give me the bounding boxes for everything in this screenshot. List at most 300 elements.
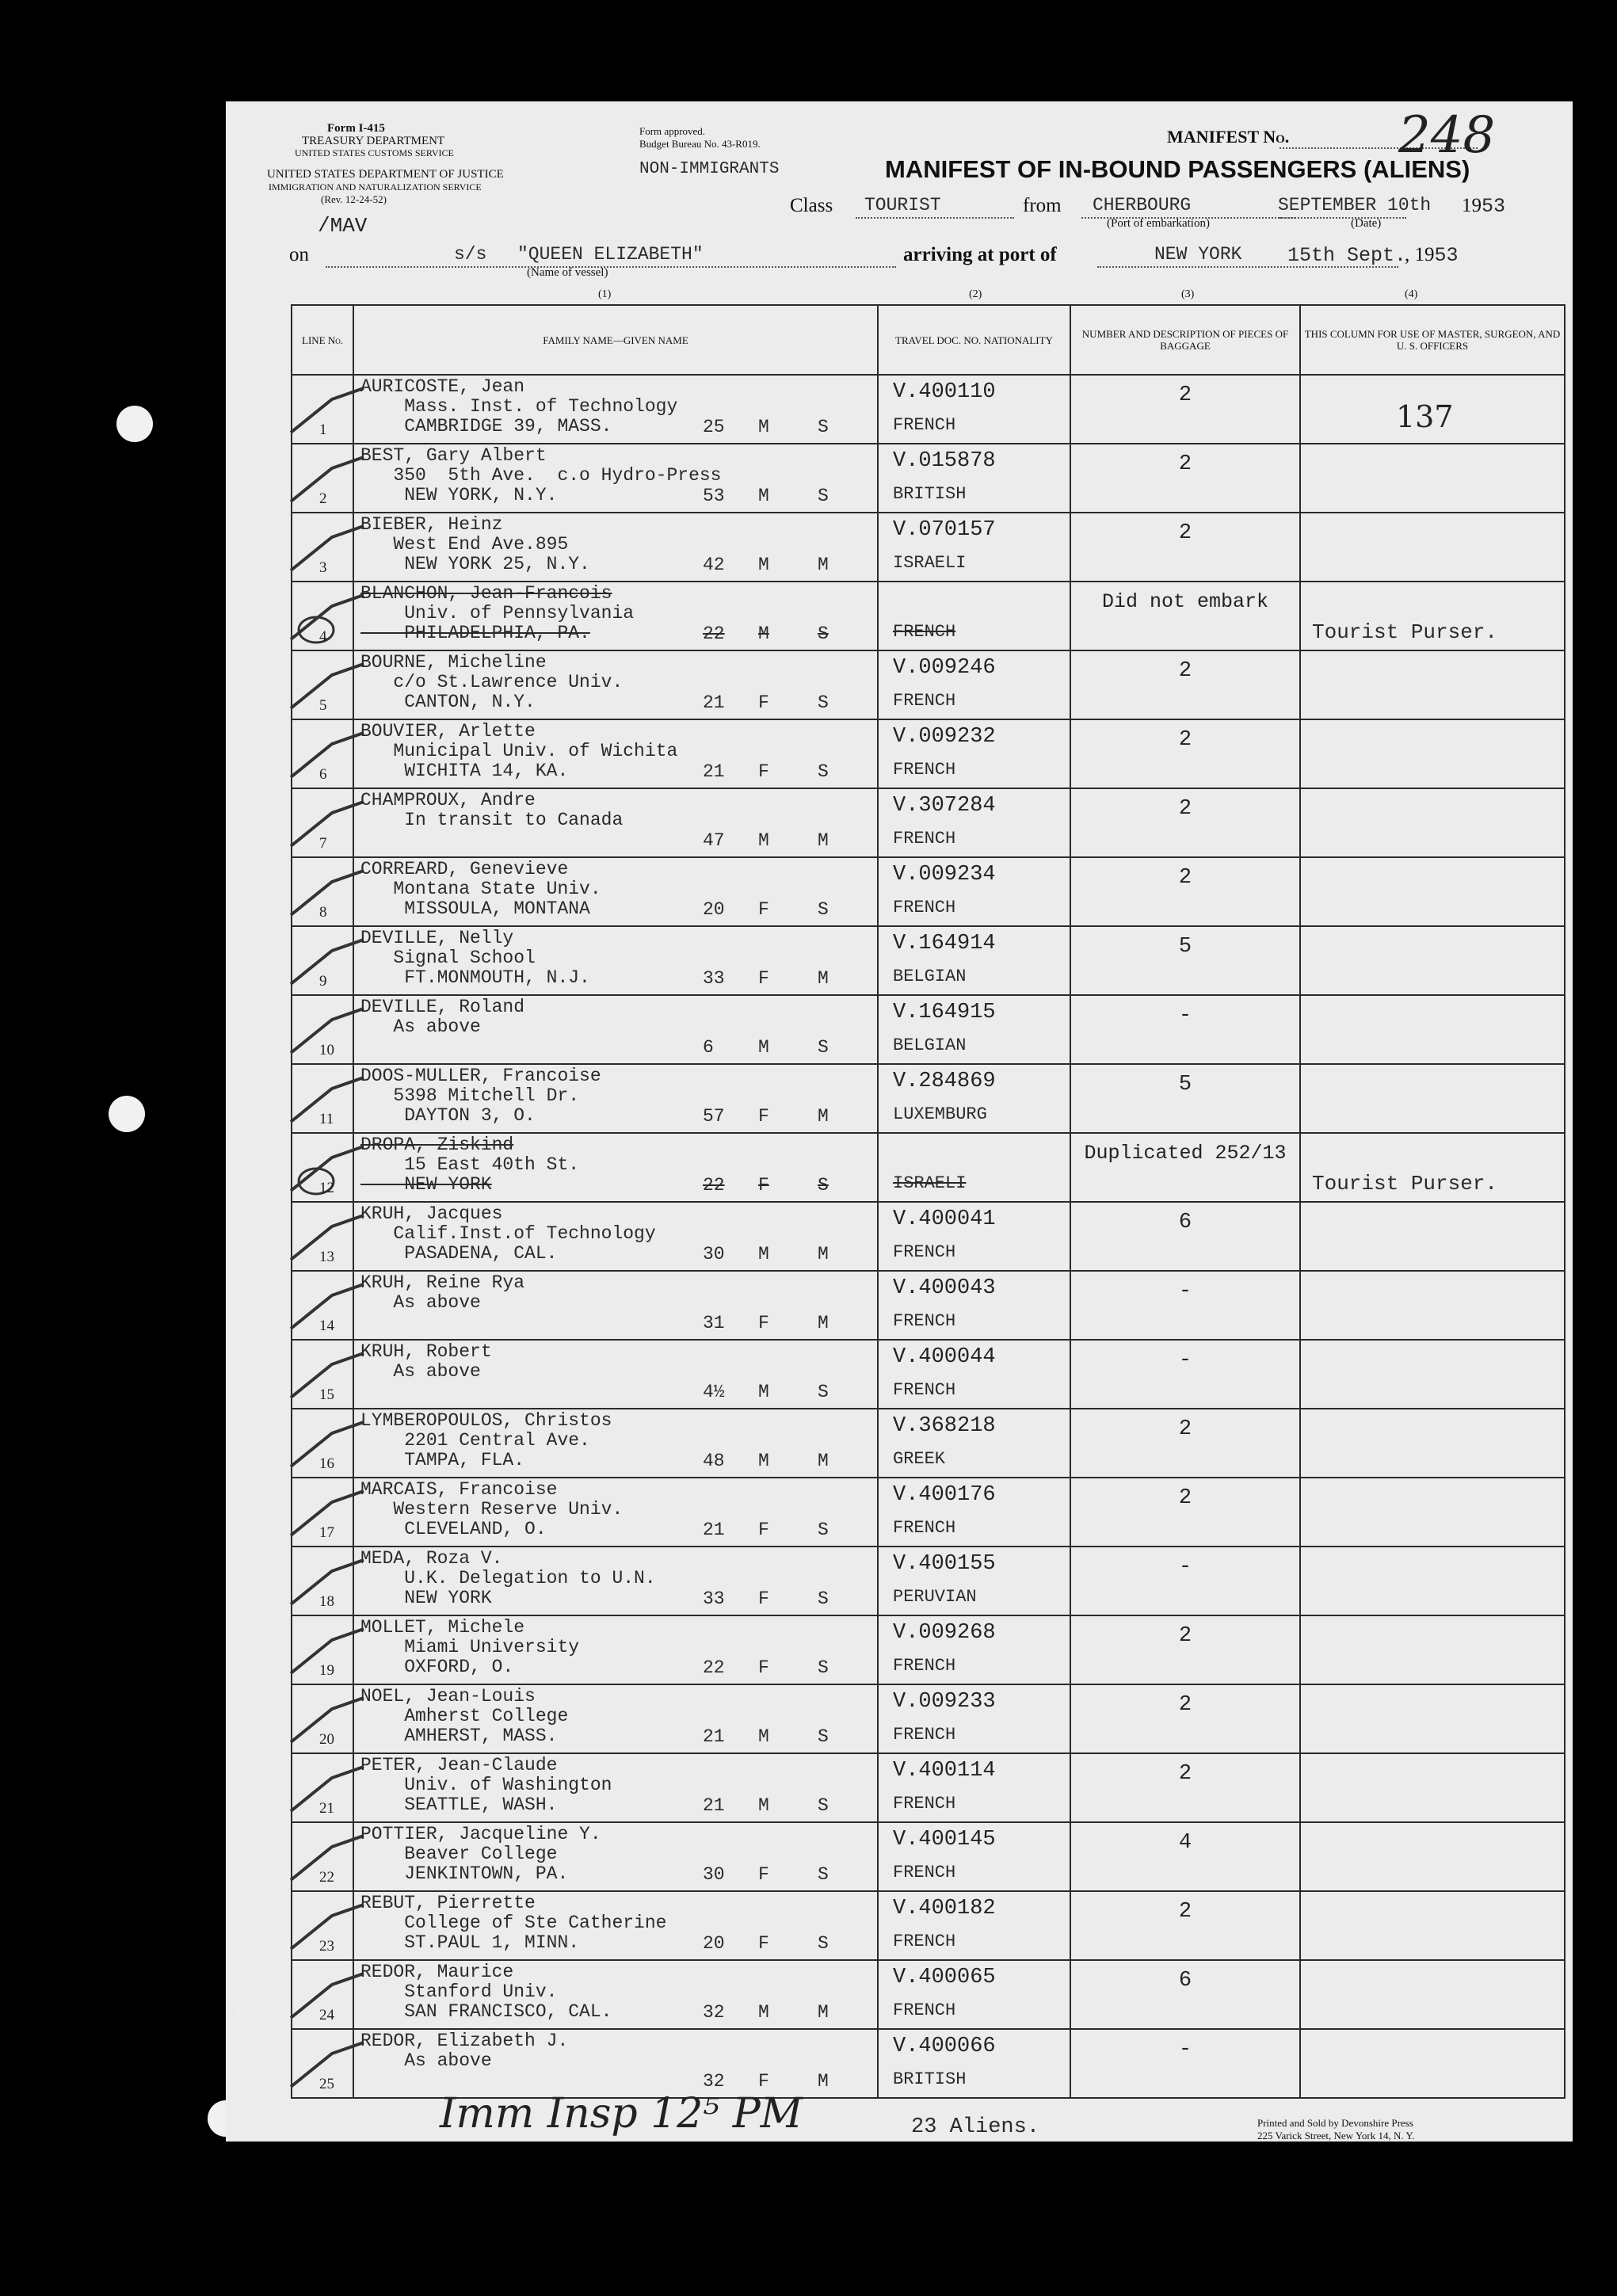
name-cell: [353, 788, 878, 857]
address-line-1: Univ. of Washington: [360, 1775, 612, 1795]
baggage-count: 5: [1178, 1073, 1192, 1097]
address-line-2: NEW YORK, N.Y.: [360, 485, 558, 505]
address-line-1: Stanford Univ.: [360, 1981, 558, 2002]
vessel-prefix: s/s: [454, 244, 487, 265]
passenger-name: CORREARD, Genevieve: [360, 859, 569, 879]
baggage-cell: [1070, 1891, 1300, 1960]
doc-cell: [878, 1753, 1070, 1822]
address-line-1: 350 5th Ave. c.o Hydro-Press: [360, 465, 722, 486]
officer-note: Tourist Purser.: [1312, 1172, 1498, 1196]
marital-status: M: [818, 968, 829, 989]
address-line-2: DAYTON 3, O.: [360, 1105, 536, 1126]
nationality: FRENCH: [893, 1656, 956, 1676]
name-cell: [353, 650, 878, 719]
officer-cell: [1300, 2029, 1565, 2098]
line-cell: [292, 2029, 353, 2098]
marital-status: S: [818, 1726, 829, 1747]
table-row: [292, 1822, 1565, 1891]
sex: M: [758, 1037, 769, 1058]
officer-cell: [1300, 995, 1565, 1064]
baggage-count: 4: [1178, 1831, 1192, 1855]
table-row: [292, 1064, 1565, 1133]
name-cell: [353, 582, 878, 650]
port-of-embarkation: CHERBOURG: [1093, 195, 1192, 215]
doc-cell: [878, 1202, 1070, 1271]
officer-cell: [1300, 1822, 1565, 1891]
marital-status: S: [818, 486, 829, 506]
line-number: 12: [319, 1180, 334, 1196]
marital-status: M: [818, 2002, 829, 2023]
address-line-1: In transit to Canada: [360, 810, 624, 830]
address-line-2: NEW YORK 25, N.Y.: [360, 554, 590, 574]
table-row: [292, 1684, 1565, 1753]
baggage-count: 2: [1178, 521, 1192, 545]
nationality: BELGIAN: [893, 1035, 967, 1055]
address-line-1: College of Ste Catherine: [360, 1913, 667, 1933]
address-line-2: CAMBRIDGE 39, MASS.: [360, 416, 612, 437]
address-line-2: MISSOULA, MONTANA: [360, 898, 590, 919]
passenger-name: BIEBER, Heinz: [360, 514, 503, 535]
address-line-2: SEATTLE, WASH.: [360, 1794, 558, 1815]
line-number: 16: [319, 1455, 334, 1472]
form-approved: Form approved.: [639, 125, 706, 137]
passenger-name: NOEL, Jean-Louis: [360, 1686, 536, 1707]
address-line-1: 15 East 40th St.: [360, 1154, 580, 1175]
class-label: Class: [790, 195, 833, 216]
line-cell: [292, 1133, 353, 1202]
baggage-count: 2: [1178, 797, 1192, 821]
age: 21: [703, 1726, 725, 1747]
travel-doc-number: V.400110: [893, 380, 996, 404]
nationality: FRENCH: [893, 415, 956, 435]
baggage-count: 6: [1178, 1211, 1192, 1234]
address-line-1: Miami University: [360, 1637, 580, 1657]
nationality: FRENCH: [893, 829, 956, 849]
line-number: 3: [319, 559, 327, 576]
marital-status: M: [818, 830, 829, 851]
nationality: FRENCH: [893, 2000, 956, 2020]
line-cell: [292, 857, 353, 926]
baggage-count: 2: [1178, 1417, 1192, 1441]
footer-handwriting: Imm Insp 12⁵ PM: [440, 2090, 803, 2138]
manifest-title: MANIFEST OF IN-BOUND PASSENGERS (ALIENS): [885, 155, 1470, 183]
address-line-1: As above: [360, 1016, 481, 1037]
name-cell: [353, 1478, 878, 1547]
col-num-1: (1): [598, 288, 612, 300]
marital-status: M: [818, 1313, 829, 1333]
doc-cell: [878, 650, 1070, 719]
sex: F: [758, 1589, 769, 1609]
printer-line-2: 225 Varick Street, New York 14, N. Y.: [1257, 2130, 1415, 2142]
nationality: BRITISH: [893, 2069, 967, 2089]
name-cell: [353, 444, 878, 513]
line-cell: [292, 788, 353, 857]
passenger-name: AURICOSTE, Jean: [360, 376, 525, 397]
sex: F: [758, 1106, 769, 1127]
name-cell: [353, 1753, 878, 1822]
name-cell: [353, 1133, 878, 1202]
nationality: LUXEMBURG: [893, 1104, 987, 1124]
address-line-1: Beaver College: [360, 1844, 558, 1864]
table-row: [292, 513, 1565, 582]
age: 20: [703, 1933, 725, 1954]
baggage-cell: [1070, 1684, 1300, 1753]
nationality: FRENCH: [893, 1311, 956, 1331]
passenger-name: BOUVIER, Arlette: [360, 721, 536, 742]
name-cell: [353, 1064, 878, 1133]
officer-cell: [1300, 1960, 1565, 2029]
travel-doc-number: V.284869: [893, 1070, 996, 1093]
age: 4½: [703, 1382, 725, 1402]
officer-cell: [1300, 650, 1565, 719]
travel-doc-number: V.400041: [893, 1207, 996, 1231]
arrival-year: [1405, 244, 1459, 267]
officer-cell: [1300, 1547, 1565, 1615]
baggage-count: 5: [1178, 935, 1192, 959]
sex: F: [758, 1520, 769, 1540]
doc-cell: [878, 1891, 1070, 1960]
passenger-name: DROPA, Ziskind: [360, 1135, 514, 1155]
baggage-cell: [1070, 582, 1300, 650]
marital-status: S: [818, 692, 829, 713]
officer-cell: [1300, 1615, 1565, 1684]
baggage-cell: [1070, 1547, 1300, 1615]
baggage-count: -: [1178, 1004, 1192, 1028]
doc-cell: [878, 995, 1070, 1064]
line-number: 20: [319, 1731, 334, 1748]
age: 20: [703, 899, 725, 920]
table-row: [292, 1271, 1565, 1340]
age: 42: [703, 555, 725, 575]
line-cell: [292, 1753, 353, 1822]
on-label: on: [289, 244, 309, 265]
age: 21: [703, 761, 725, 782]
date-label: (Date): [1351, 217, 1382, 230]
doc-cell: [878, 582, 1070, 650]
table-row: [292, 444, 1565, 513]
officer-cell: [1300, 719, 1565, 788]
line-number: 23: [319, 1938, 334, 1955]
arrival-date: 15th Sept.: [1287, 244, 1407, 267]
address-line-1: West End Ave.895: [360, 534, 569, 555]
alien-total: 23 Aliens.: [911, 2115, 1040, 2139]
marital-status: S: [818, 1933, 829, 1954]
line-cell: [292, 1822, 353, 1891]
punch-hole: [109, 1096, 145, 1132]
travel-doc-number: V.009234: [893, 863, 996, 887]
passenger-name: DEVILLE, Nelly: [360, 928, 514, 948]
line-number: 19: [319, 1662, 334, 1679]
name-cell: [353, 513, 878, 582]
sex: F: [758, 1933, 769, 1954]
arrival-port: NEW YORK: [1154, 244, 1242, 265]
nationality: FRENCH: [893, 691, 956, 711]
doc-cell: [878, 1684, 1070, 1753]
address-line-2: TAMPA, FLA.: [360, 1450, 525, 1470]
baggage-cell: [1070, 1478, 1300, 1547]
line-number: 8: [319, 904, 327, 921]
manifest-page: [226, 101, 1573, 2142]
header-officers: THIS COLUMN FOR USE OF MASTER, SURGEON, AND U. S. OFFICERS: [1300, 305, 1565, 375]
baggage-cell: [1070, 1409, 1300, 1478]
address-line-1: 2201 Central Ave.: [360, 1430, 590, 1451]
address-line-2: NEW YORK: [360, 1174, 492, 1195]
baggage-count: 2: [1178, 1486, 1192, 1510]
age: 53: [703, 486, 725, 506]
table-row: [292, 1547, 1565, 1615]
marital-status: S: [818, 1175, 829, 1196]
address-line-1: Western Reserve Univ.: [360, 1499, 624, 1520]
passenger-name: BEST, Gary Albert: [360, 445, 547, 466]
revision: (Rev. 12-24-52): [321, 193, 387, 205]
travel-doc-number: V.400145: [893, 1828, 996, 1852]
address-line-2: NEW YORK: [360, 1588, 492, 1608]
doc-cell: [878, 1822, 1070, 1891]
baggage-cell: [1070, 1271, 1300, 1340]
officer-cell: [1300, 788, 1565, 857]
sex: M: [758, 2002, 769, 2023]
age: 33: [703, 968, 725, 989]
sex: F: [758, 968, 769, 989]
marital-status: S: [818, 899, 829, 920]
doc-cell: [878, 1409, 1070, 1478]
class-line: [856, 217, 1014, 219]
marital-status: S: [818, 761, 829, 782]
age: 32: [703, 2002, 725, 2023]
address-line-1: As above: [360, 1292, 481, 1313]
baggage-cell: [1070, 375, 1300, 444]
line-number: 13: [319, 1249, 334, 1265]
line-number: 14: [319, 1318, 334, 1334]
table-row: [292, 375, 1565, 444]
nationality: FRENCH: [893, 1242, 956, 1262]
passenger-name: BOURNE, Micheline: [360, 652, 547, 673]
marital-status: S: [818, 624, 829, 644]
line-number: 11: [319, 1111, 334, 1127]
manifest-label: MANIFEST No.: [1167, 127, 1290, 147]
travel-doc-number: V.400176: [893, 1483, 996, 1507]
marital-status: M: [818, 1244, 829, 1264]
passenger-name: KRUH, Jacques: [360, 1203, 503, 1224]
travel-doc-number: V.400182: [893, 1897, 996, 1920]
line-number: 17: [319, 1524, 334, 1541]
marital-status: M: [818, 1106, 829, 1127]
officer-cell: [1300, 1753, 1565, 1822]
passenger-table: [291, 304, 1566, 2099]
name-cell: [353, 995, 878, 1064]
travel-doc-number: V.400066: [893, 2035, 996, 2058]
manifest-number: 248: [1398, 106, 1496, 165]
marital-status: S: [818, 1382, 829, 1402]
table-row: [292, 1133, 1565, 1202]
baggage-cell: [1070, 1340, 1300, 1409]
line-number: 21: [319, 1800, 334, 1817]
name-cell: [353, 719, 878, 788]
baggage-count: 2: [1178, 1762, 1192, 1786]
name-cell: [353, 1960, 878, 2029]
officer-cell: [1300, 444, 1565, 513]
line-cell: [292, 1409, 353, 1478]
age: 21: [703, 1795, 725, 1816]
address-line-1: Montana State Univ.: [360, 879, 601, 899]
officer-cell: [1300, 857, 1565, 926]
header-name: FAMILY NAME—GIVEN NAME: [353, 305, 878, 375]
baggage-count: -: [1178, 2038, 1192, 2061]
vessel-label: (Name of vessel): [527, 266, 608, 279]
nationality: FRENCH: [893, 622, 956, 642]
header-line-no: LINE No.: [292, 305, 353, 375]
doc-cell: [878, 1064, 1070, 1133]
officer-note: Tourist Purser.: [1312, 620, 1498, 644]
sex: M: [758, 1726, 769, 1747]
line-number: 6: [319, 766, 327, 783]
line-number: 5: [319, 697, 327, 714]
date-line: [1279, 217, 1406, 219]
address-line-1: 5398 Mitchell Dr.: [360, 1085, 580, 1106]
nationality: GREEK: [893, 1449, 946, 1469]
sex: M: [758, 417, 769, 437]
nationality: PERUVIAN: [893, 1587, 977, 1607]
name-cell: [353, 1271, 878, 1340]
name-cell: [353, 2029, 878, 2098]
age: 57: [703, 1106, 725, 1127]
name-cell: [353, 1822, 878, 1891]
doc-cell: [878, 375, 1070, 444]
sex: M: [758, 1244, 769, 1264]
punch-hole: [116, 406, 153, 442]
baggage-cell: [1070, 444, 1300, 513]
line-cell: [292, 1615, 353, 1684]
address-line-1: Municipal Univ. of Wichita: [360, 741, 678, 761]
baggage-cell: [1070, 788, 1300, 857]
baggage-count: -: [1178, 1555, 1192, 1579]
line-cell: [292, 650, 353, 719]
treasury-department: TREASURY DEPARTMENT: [302, 135, 445, 147]
line-cell: [292, 513, 353, 582]
table-row: [292, 650, 1565, 719]
officer-cell: [1300, 1133, 1565, 1202]
line-number: 1: [319, 421, 327, 438]
address-line-2: WICHITA 14, KA.: [360, 761, 569, 781]
baggage-cell: [1070, 1202, 1300, 1271]
margin-mark: SA: [235, 2000, 277, 2035]
line-cell: [292, 1547, 353, 1615]
line-cell: [292, 582, 353, 650]
age: 25: [703, 417, 725, 437]
nationality: ISRAELI: [893, 553, 967, 573]
baggage-cell: [1070, 926, 1300, 995]
arr-year: 53: [1434, 244, 1459, 267]
marital-status: M: [818, 2071, 829, 2092]
age: 30: [703, 1244, 725, 1264]
table-row: [292, 1891, 1565, 1960]
line-cell: [292, 1271, 353, 1340]
officer-cell: [1300, 1202, 1565, 1271]
passenger-name: LYMBEROPOULOS, Christos: [360, 1410, 612, 1431]
baggage-cell: [1070, 1133, 1300, 1202]
baggage-cell: [1070, 1615, 1300, 1684]
address-line-1: As above: [360, 1361, 481, 1382]
marital-status: M: [818, 1451, 829, 1471]
doc-cell: [878, 1340, 1070, 1409]
line-number: 25: [319, 2076, 334, 2092]
travel-doc-number: V.015878: [893, 449, 996, 473]
age: 30: [703, 1864, 725, 1885]
marital-status: S: [818, 1864, 829, 1885]
baggage-count: 6: [1178, 1969, 1192, 1993]
name-cell: [353, 857, 878, 926]
table-row: [292, 857, 1565, 926]
travel-doc-number: V.400114: [893, 1759, 996, 1783]
address-line-1: As above: [360, 2050, 492, 2071]
departure-date: SEPTEMBER 10th: [1278, 195, 1432, 215]
sex: M: [758, 1795, 769, 1816]
address-line-2: CANTON, N.Y.: [360, 692, 536, 712]
nationality: FRENCH: [893, 1863, 956, 1882]
doc-cell: [878, 1960, 1070, 2029]
officer-cell: [1300, 513, 1565, 582]
age: 48: [703, 1451, 725, 1471]
baggage-cell: [1070, 1753, 1300, 1822]
baggage-count: 2: [1178, 728, 1192, 752]
col-num-3: (3): [1181, 288, 1195, 300]
doc-cell: [878, 926, 1070, 995]
table-row: [292, 995, 1565, 1064]
baggage-count: 2: [1178, 659, 1192, 683]
line-cell: [292, 1202, 353, 1271]
line-number: 24: [319, 2007, 334, 2023]
ins-service: IMMIGRATION AND NATURALIZATION SERVICE: [269, 181, 482, 193]
table-row: [292, 1478, 1565, 1547]
nationality: FRENCH: [893, 1380, 956, 1400]
table-row: [292, 582, 1565, 650]
passenger-name: PETER, Jean-Claude: [360, 1755, 558, 1775]
sex: F: [758, 1175, 769, 1196]
header-travel-doc: TRAVEL DOC. NO. NATIONALITY: [878, 305, 1070, 375]
travel-doc-number: V.009268: [893, 1621, 996, 1645]
customs-service: UNITED STATES CUSTOMS SERVICE: [295, 147, 454, 158]
nationality: BELGIAN: [893, 967, 967, 986]
baggage-count: 2: [1178, 383, 1192, 407]
sex: M: [758, 486, 769, 506]
port-embark-label: (Port of embarkation): [1107, 217, 1210, 230]
travel-doc-number: V.400065: [893, 1966, 996, 1989]
baggage-cell: [1070, 857, 1300, 926]
table-row: [292, 1753, 1565, 1822]
nationality: FRENCH: [893, 1725, 956, 1745]
travel-doc-number: V.400044: [893, 1345, 996, 1369]
baggage-cell: [1070, 513, 1300, 582]
table-row: [292, 2029, 1565, 2098]
name-cell: [353, 926, 878, 995]
line-number: 9: [319, 973, 327, 990]
sex: M: [758, 1451, 769, 1471]
officer-cell: [1300, 582, 1565, 650]
address-line-1: Signal School: [360, 948, 536, 968]
line-cell: [292, 444, 353, 513]
name-cell: [353, 1202, 878, 1271]
line-cell: [292, 1064, 353, 1133]
line-cell: [292, 1478, 353, 1547]
age: 22: [703, 624, 725, 644]
col-num-4: (4): [1405, 288, 1418, 300]
travel-doc-number: V.307284: [893, 794, 996, 818]
sex: M: [758, 624, 769, 644]
sex: F: [758, 1657, 769, 1678]
age: 32: [703, 2071, 725, 2092]
passenger-name: BLANCHON, Jean-Francois: [360, 583, 612, 604]
line-number: 18: [319, 1593, 334, 1610]
